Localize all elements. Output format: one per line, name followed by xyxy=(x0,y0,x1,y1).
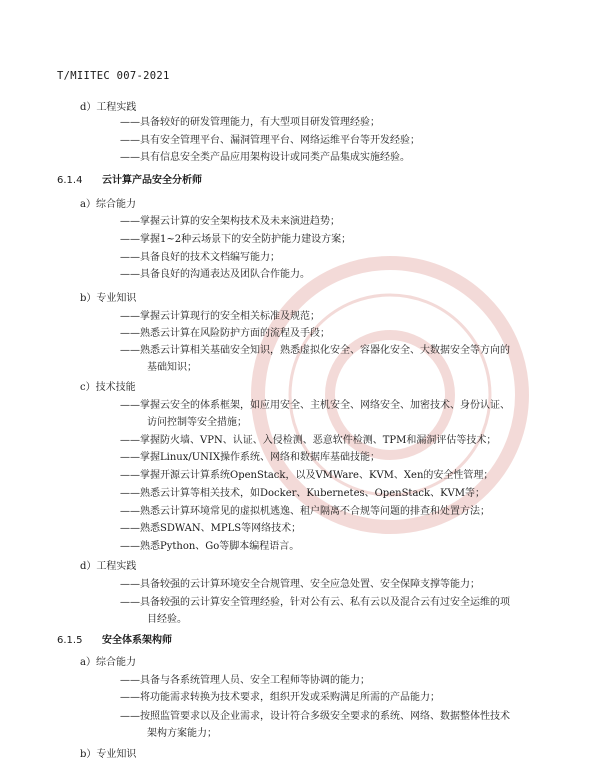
list-item: ——掌握云计算的安全架构技术及未来演进趋势； xyxy=(120,216,340,227)
document-header-id: T/MIITEC 007-2021 xyxy=(57,70,170,82)
list-item: ——具备较强的云计算环境安全合规管理、安全应急处置、安全保障支撑等能力； xyxy=(120,579,480,590)
list-item: ——熟悉云计算环境常见的虚拟机逃逸、租户隔离不合规等问题的排查和处置方法； xyxy=(120,506,490,517)
list-item: ——掌握Linux/UNIX操作系统、网络和数据库基础技能； xyxy=(120,452,380,463)
list-item: ——具备与各系统管理人员、安全工程师等协调的能力； xyxy=(120,675,370,686)
list-item: ——具备较好的研发管理能力，有大型项目研发管理经验； xyxy=(120,117,380,128)
list-item: ——将功能需求转换为技术要求，组织开发或采购满足所需的产品能力； xyxy=(120,692,440,703)
list-item-continuation: 基础知识； xyxy=(147,362,197,373)
list-item: ——具备良好的沟通表达及团队合作能力。 xyxy=(120,269,310,280)
list-item: ——具有安全管理平台、漏洞管理平台、网络运维平台等开发经验； xyxy=(120,135,420,146)
section-title: 云计算产品安全分析师 xyxy=(102,175,202,186)
list-item: ——具备较强的云计算安全管理经验，针对公有云、私有云以及混合云有过安全运维的项 xyxy=(120,597,510,608)
list-item: ——掌握云安全的体系框架，如应用安全、主机安全、网络安全、加密技术、身份认证、 xyxy=(120,400,510,411)
section-number: 6.1.5 xyxy=(57,635,83,646)
list-item: ——掌握防火墙、VPN、认证、入侵检测、恶意软件检测、TPM和漏洞评估等技术； xyxy=(120,435,497,446)
list-item: ——掌握开源云计算系统OpenStack，以及VMWare、KVM、Xen的安全性管理； xyxy=(120,470,494,481)
list-item: ——熟悉云计算等相关技术，如Docker、Kubernetes、OpenStack、KVM等； xyxy=(120,488,485,499)
subsection-heading: a）综合能力 xyxy=(80,199,136,210)
list-item: ——具有信息安全类产品应用架构设计或同类产品集成实施经验。 xyxy=(120,152,410,163)
subsection-heading: c）技术技能 xyxy=(80,382,136,393)
list-item-continuation: 目经验。 xyxy=(147,614,187,625)
list-item: ——熟悉云计算相关基础安全知识，熟悉虚拟化安全、容器化安全、大数据安全等方向的 xyxy=(120,345,510,356)
list-item: ——熟悉Python、Go等脚本编程语言。 xyxy=(120,541,300,552)
list-item: ——按照监管要求以及企业需求，设计符合多级安全要求的系统、网络、数据整体性技术 xyxy=(120,711,510,722)
list-item: ——掌握云计算现行的安全相关标准及规范； xyxy=(120,311,320,322)
list-item: ——熟悉SDWAN、MPLS等网络技术； xyxy=(120,523,302,534)
subsection-heading: a）综合能力 xyxy=(80,657,136,668)
section-number: 6.1.4 xyxy=(57,175,83,186)
list-item: ——熟悉云计算在风险防护方面的流程及手段； xyxy=(120,328,330,339)
list-item-continuation: 架构方案能力； xyxy=(147,728,217,739)
section-title: 安全体系架构师 xyxy=(102,635,172,646)
list-item: ——具备良好的技术文档编写能力； xyxy=(120,252,280,263)
list-item: ——掌握1~2种云场景下的安全防护能力建设方案； xyxy=(120,234,352,245)
subsection-heading: b）专业知识 xyxy=(80,293,137,304)
subsection-heading: d）工程实践 xyxy=(80,561,137,572)
list-item-continuation: 访问控制等安全措施； xyxy=(147,417,247,428)
subsection-heading: d）工程实践 xyxy=(80,102,137,113)
subsection-heading: b）专业知识 xyxy=(80,749,137,760)
